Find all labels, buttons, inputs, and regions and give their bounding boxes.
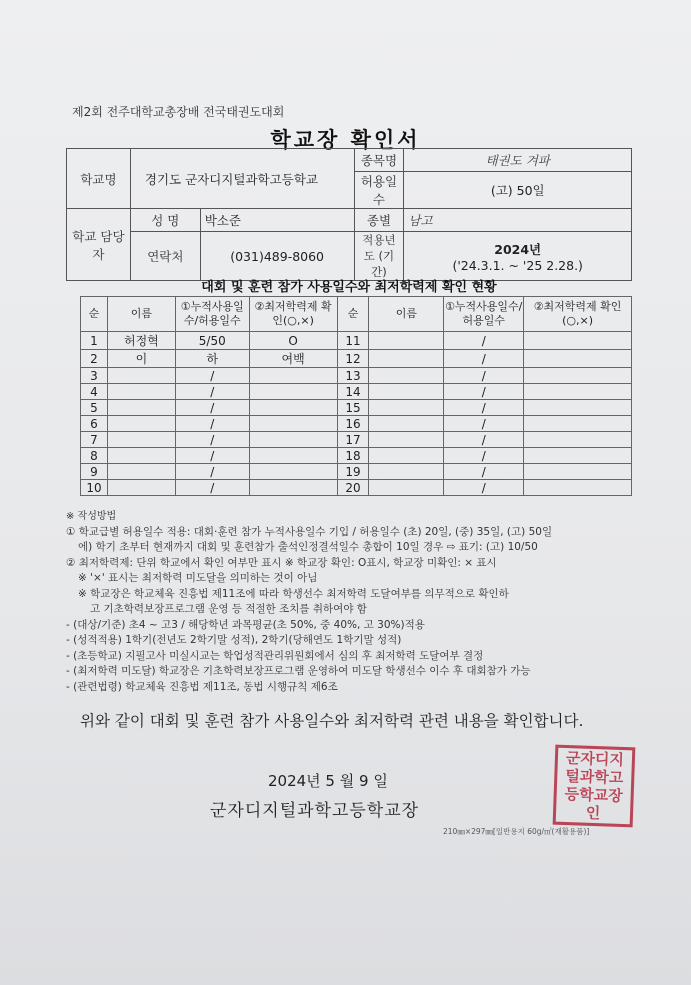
cell-days: /	[444, 332, 524, 350]
cell-days: /	[175, 448, 249, 464]
cell-no: 18	[337, 448, 369, 464]
note-line: ※ 학교장은 학교체육 진흥법 제11조에 따라 학생선수 최저학력 도달여부를 의무적으로 확인하	[78, 587, 509, 600]
table-row	[81, 368, 632, 384]
table-row	[81, 448, 632, 464]
name-value: 박소준	[200, 209, 354, 232]
usage-table	[80, 296, 632, 496]
cell-check	[524, 350, 632, 368]
cell-days: /	[444, 350, 524, 368]
cell-no: 1	[81, 332, 108, 350]
cell-name	[369, 332, 444, 350]
cell-name: 이	[107, 350, 175, 368]
cell-name	[107, 416, 175, 432]
col-header-no: 순	[81, 297, 108, 332]
note-line: ② 최저학력제: 단위 학교에서 확인 여부만 표시 ※ 학교장 확인: O표시, 학교장 미확인: × 표시	[66, 556, 497, 569]
table-row	[81, 432, 632, 448]
cell-name	[107, 448, 175, 464]
cell-days: /	[175, 416, 249, 432]
col-header-days: ①누적사용일수/허용일수	[444, 297, 524, 332]
seal-text: 군자디지털과학고등학교장인	[564, 749, 625, 823]
cell-no: 2	[81, 350, 108, 368]
cell-check	[249, 384, 337, 400]
notes-head: ※ 작성방법	[66, 511, 117, 522]
note-line: - (대상/기준) 초4 ~ 고3 / 해당학년 과목평균(초 50%, 중 40%, 고 30%)적용	[66, 618, 425, 631]
cell-name	[107, 432, 175, 448]
table-row	[81, 416, 632, 432]
cell-no: 12	[337, 350, 369, 368]
cell-days: 하	[175, 350, 249, 368]
col-header-name: 이름	[107, 297, 175, 332]
col-header-check: ②최저학력제 확인(○,×)	[249, 297, 337, 332]
allowed-days-value: (고) 50일	[404, 172, 632, 209]
cell-check	[524, 332, 632, 350]
event-value: 태권도 겨파	[404, 149, 632, 172]
cell-days: /	[175, 400, 249, 416]
cell-days: /	[444, 368, 524, 384]
cell-days: /	[175, 480, 249, 496]
cell-days: /	[444, 400, 524, 416]
cell-check	[249, 480, 337, 496]
cell-check	[249, 400, 337, 416]
note-line: - (최저학력 미도달) 학교장은 기초학력보장프로그램 운영하여 미도달 학생선수 이수 후 대회참가 가능	[66, 665, 531, 677]
name-label: 성 명	[130, 209, 200, 232]
cell-days: /	[444, 432, 524, 448]
cell-name	[369, 400, 444, 416]
cell-no: 17	[337, 432, 369, 448]
note-line: - (관련법령) 학교체육 진흥법 제11조, 동법 시행규칙 제6조	[66, 680, 338, 693]
cell-check	[524, 368, 632, 384]
cell-days: /	[175, 384, 249, 400]
event-label: 종목명	[354, 149, 404, 172]
cell-days: /	[175, 368, 249, 384]
cell-check	[524, 480, 632, 496]
cell-no: 7	[81, 432, 108, 448]
issue-date: 2024년 5 월 9 일	[268, 772, 388, 790]
cell-days: 5/50	[175, 332, 249, 350]
school-value: 경기도 군자디지털과학고등학교	[130, 149, 354, 209]
cell-name	[369, 350, 444, 368]
cell-days: /	[444, 384, 524, 400]
cell-check: O	[249, 332, 337, 350]
cell-no: 14	[337, 384, 369, 400]
period-label: 적용년도 (기간)	[354, 232, 404, 281]
cell-no: 13	[337, 368, 369, 384]
col-header-check: ②최저학력제 확인(○,×)	[524, 297, 632, 332]
cell-no: 16	[337, 416, 369, 432]
note-line: ① 학교급별 허용일수 적용: 대회·훈련 참가 누적사용일수 기입 / 허용일수 (초) 20일, (중) 35일, (고) 50일	[66, 525, 553, 538]
cell-days: /	[175, 464, 249, 480]
cell-no: 9	[81, 464, 108, 480]
cell-days: /	[175, 432, 249, 448]
cell-no: 4	[81, 384, 108, 400]
event-name: 제2회 전주대학교총장배 전국태권도대회	[72, 105, 285, 119]
period-range: ('24.3.1. ~ '25 2.28.)	[452, 257, 583, 273]
cell-name	[369, 432, 444, 448]
closing-statement: 위와 같이 대회 및 훈련 참가 사용일수와 최저학력 관련 내용을 확인합니다.	[80, 712, 584, 730]
cell-check: 여백	[249, 350, 337, 368]
cell-days: /	[444, 464, 524, 480]
col-header-no: 순	[337, 297, 369, 332]
contact-value: (031)489-8060	[200, 232, 354, 281]
cell-days: /	[444, 448, 524, 464]
table-row	[81, 464, 632, 480]
instructions	[66, 509, 656, 695]
cell-name	[107, 368, 175, 384]
cell-name	[369, 480, 444, 496]
note-line: - (성적적용) 1학기(전년도 2학기말 성적), 2학기(당해연도 1학기말 성적)	[66, 634, 402, 646]
gender-value: 남고	[404, 209, 632, 232]
note-line: - (초등학교) 지필고사 미실시교는 학업성적관리위원회에서 심의 후 최저학력 도달여부 결정	[66, 649, 484, 662]
cell-no: 10	[81, 480, 108, 496]
cell-name: 허정혁	[107, 332, 175, 350]
gender-label: 종별	[354, 209, 404, 232]
cell-days: /	[444, 480, 524, 496]
cell-no: 5	[81, 400, 108, 416]
cell-check	[524, 400, 632, 416]
cell-no: 20	[337, 480, 369, 496]
table-row	[81, 350, 632, 368]
cell-name	[369, 448, 444, 464]
document-title: 학교장 확인서	[270, 128, 421, 152]
note-line: 고 기초학력보장프로그램 운영 등 적절한 조치를 취하여야 함	[90, 603, 367, 615]
table-row	[81, 332, 632, 350]
section-title: 대회 및 훈련 참가 사용일수와 최저학력제 확인 현황	[201, 280, 497, 295]
cell-no: 15	[337, 400, 369, 416]
paper-spec: 210㎜×297㎜[일반용지 60g/㎡(재활용품)]	[443, 827, 590, 836]
cell-name	[107, 464, 175, 480]
note-line: 에) 학기 초부터 현재까지 대회 및 훈련참가 출석인정결석일수 총합이 10일 경우 ⇨ 표기: (고) 10/50	[78, 541, 538, 553]
principal-title: 군자디지털과학고등학교장	[210, 801, 420, 821]
contact-label: 연락처	[130, 232, 200, 281]
period-year: 2024년	[494, 241, 542, 257]
cell-no: 11	[337, 332, 369, 350]
note-line: ※ '×' 표시는 최저학력 미도달을 의미하는 것이 아님	[78, 572, 318, 584]
school-label: 학교명	[67, 149, 131, 209]
col-header-name: 이름	[369, 297, 444, 332]
school-seal	[553, 745, 636, 828]
cell-check	[524, 448, 632, 464]
manager-label: 학교 담당자	[67, 209, 131, 281]
cell-days: /	[444, 416, 524, 432]
cell-no: 19	[337, 464, 369, 480]
table-row	[81, 384, 632, 400]
cell-check	[249, 432, 337, 448]
info-table	[66, 148, 632, 281]
cell-check	[524, 464, 632, 480]
cell-name	[107, 400, 175, 416]
cell-name	[369, 384, 444, 400]
cell-check	[524, 416, 632, 432]
cell-no: 6	[81, 416, 108, 432]
col-header-days: ①누적사용일수/허용일수	[175, 297, 249, 332]
cell-name	[107, 480, 175, 496]
cell-check	[524, 432, 632, 448]
cell-check	[249, 368, 337, 384]
cell-check	[249, 464, 337, 480]
cell-no: 3	[81, 368, 108, 384]
cell-name	[107, 384, 175, 400]
cell-name	[369, 464, 444, 480]
cell-check	[249, 416, 337, 432]
table-row	[81, 400, 632, 416]
allowed-days-label: 허용일수	[354, 172, 404, 209]
table-row	[81, 480, 632, 496]
cell-no: 8	[81, 448, 108, 464]
cell-name	[369, 416, 444, 432]
cell-check	[249, 448, 337, 464]
cell-check	[524, 384, 632, 400]
cell-name	[369, 368, 444, 384]
